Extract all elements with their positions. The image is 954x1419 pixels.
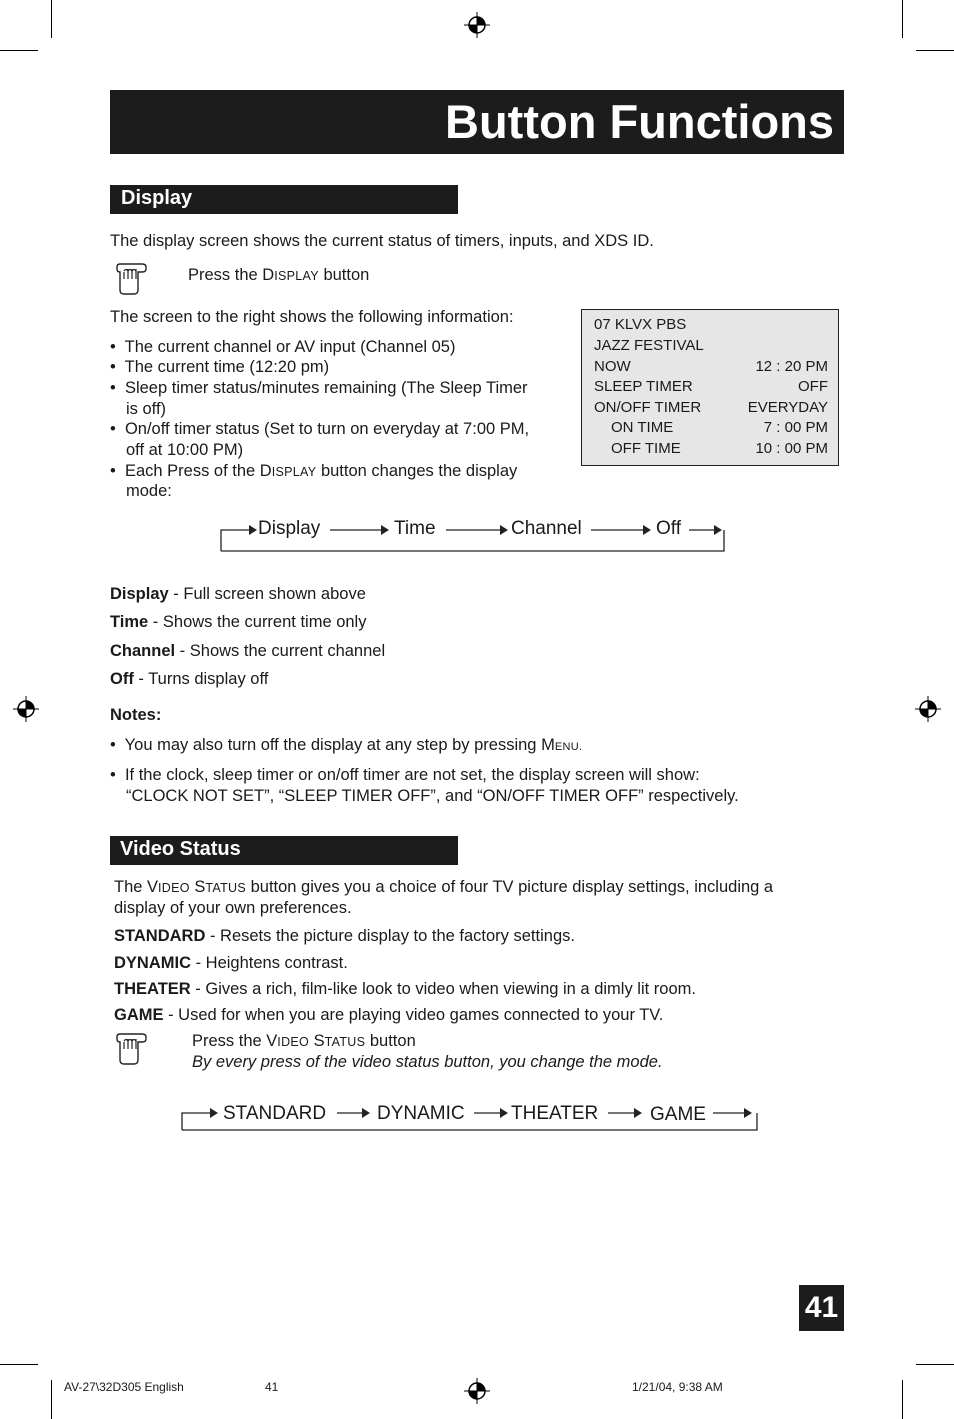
bullet-item: • On/off timer status (Set to turn on everyday at 7:00 PM,	[110, 420, 530, 438]
status-row: OFF TIME 10 : 00 PM	[611, 440, 828, 457]
flow-step: Display	[258, 518, 321, 539]
notes-heading: Notes:	[110, 706, 162, 724]
press-video-status-instruction: Press the VIDEO STATUS button	[192, 1032, 416, 1050]
bullet-item: • Each Press of the DISPLAY button changes the display	[110, 462, 518, 480]
status-row: NOW 12 : 20 PM	[594, 358, 828, 375]
video-status-intro-cont: display of your own preferences.	[114, 899, 352, 917]
crop-mark	[0, 50, 38, 51]
status-row: SLEEP TIMER OFF	[594, 378, 828, 395]
crop-mark	[0, 1364, 38, 1365]
registration-mark-icon	[464, 12, 490, 38]
page-title: Button Functions	[445, 95, 834, 148]
press-display-instruction: Press the DISPLAY button	[188, 266, 370, 284]
note-item: • If the clock, sleep timer or on/off timer are not set, the display screen will show:	[110, 766, 700, 784]
display-intro: The display screen shows the current status of timers, inputs, and XDS ID.	[110, 232, 654, 250]
video-mode-definition: THEATER - Gives a rich, film-like look to video when viewing in a dimly lit room.	[114, 980, 696, 998]
flow-step: Off	[656, 518, 681, 539]
flow-step: Time	[394, 518, 436, 539]
status-channel: 07 KLVX PBS	[594, 316, 687, 333]
footer-right: 1/21/04, 9:38 AM	[632, 1380, 723, 1394]
video-status-intro: The VIDEO STATUS button gives you a choice of four TV picture display settings, including a	[114, 878, 774, 896]
bullet-item: • Sleep timer status/minutes remaining (The Sleep Timer	[110, 379, 528, 397]
flow-step: Channel	[511, 518, 582, 539]
crop-mark	[902, 1380, 903, 1419]
mode-definition: Display - Full screen shown above	[110, 585, 366, 603]
page-number: 41	[799, 1285, 844, 1331]
mode-definition: Off - Turns display off	[110, 670, 269, 688]
bullet-item: • The current channel or AV input (Channel 05)	[110, 338, 456, 356]
hand-press-icon	[114, 263, 148, 295]
mode-definition: Channel - Shows the current channel	[110, 642, 386, 660]
bullet-item: • The current time (12:20 pm)	[110, 358, 330, 376]
footer-center: 41	[265, 1380, 279, 1394]
registration-mark-icon	[464, 1378, 490, 1404]
mode-definition: Time - Shows the current time only	[110, 613, 367, 631]
display-section-heading-bar	[110, 185, 458, 214]
video-mode-definition: DYNAMIC - Heightens contrast.	[114, 954, 348, 972]
status-program: JAZZ FESTIVAL	[594, 337, 704, 354]
bullet-item-cont: mode:	[126, 482, 172, 500]
status-row: ON/OFF TIMER EVERYDAY	[594, 399, 828, 416]
flow-step: THEATER	[511, 1103, 599, 1124]
flow-step: GAME	[650, 1104, 706, 1125]
registration-mark-icon	[13, 696, 39, 722]
screen-intro: The screen to the right shows the following information:	[110, 308, 514, 326]
status-row: ON TIME 7 : 00 PM	[611, 419, 828, 436]
note-item-cont: “CLOCK NOT SET”, “SLEEP TIMER OFF”, and “ON/OFF TIMER OFF” respectively.	[126, 787, 739, 805]
footer-left: AV-27\32D305 English	[64, 1380, 184, 1394]
crop-mark	[916, 1364, 954, 1365]
registration-mark-icon	[915, 696, 941, 722]
video-mode-definition: GAME - Used for when you are playing video games connected to your TV.	[114, 1006, 664, 1024]
display-section-heading: Display	[121, 187, 193, 209]
flow-step: STANDARD	[223, 1103, 327, 1124]
hand-press-icon	[114, 1033, 148, 1065]
video-status-section-heading: Video Status	[120, 838, 241, 860]
page-title-bar	[110, 90, 844, 154]
crop-mark	[51, 1380, 52, 1419]
display-status-screen	[581, 309, 839, 466]
crop-mark	[51, 0, 52, 38]
bullet-item-cont: is off)	[126, 400, 167, 418]
press-video-status-note: By every press of the video status button, you change the mode.	[192, 1053, 663, 1071]
video-status-section-heading-bar	[110, 836, 458, 865]
bullet-item-cont: off at 10:00 PM)	[126, 441, 244, 459]
video-mode-definition: STANDARD - Resets the picture display to the factory settings.	[114, 927, 575, 945]
crop-mark	[916, 50, 954, 51]
flow-step: DYNAMIC	[377, 1103, 465, 1124]
crop-mark	[902, 0, 903, 38]
note-item: • You may also turn off the display at any step by pressing MENU.	[110, 736, 583, 754]
